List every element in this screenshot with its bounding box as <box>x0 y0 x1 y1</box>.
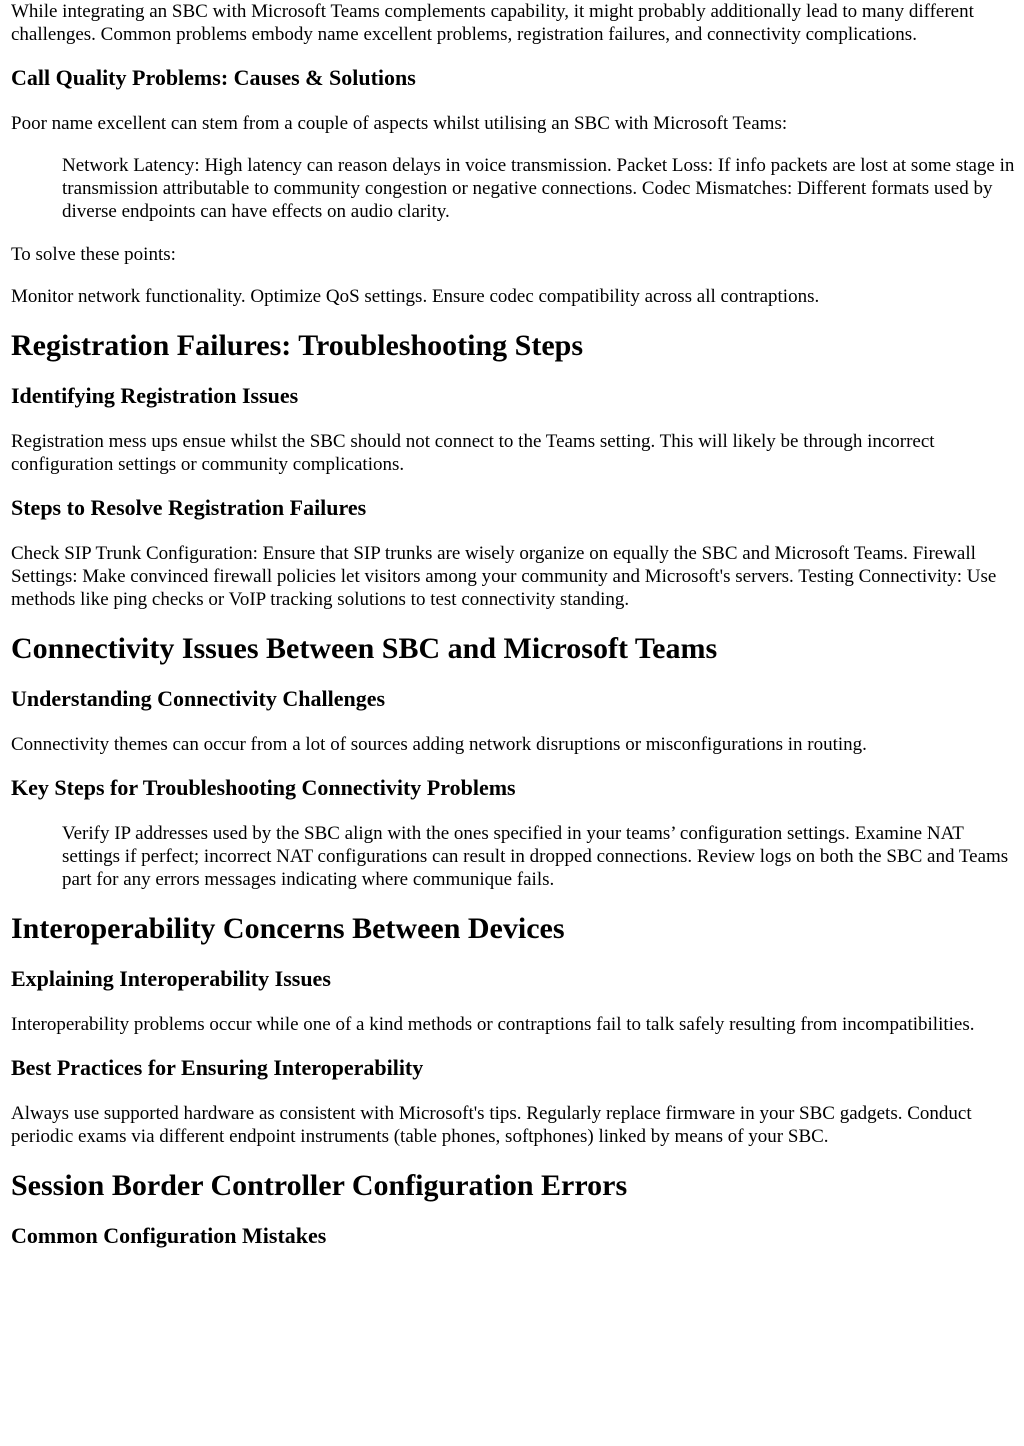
interop-best-heading: Best Practices for Ensuring Interoperability <box>11 1055 424 1080</box>
registration-steps-heading: Steps to Resolve Registration Failures <box>11 495 367 520</box>
connectivity-heading: Connectivity Issues Between SBC and Microsoft Teams <box>11 632 718 665</box>
connectivity-steps-heading: Key Steps for Troubleshooting Connectivity Problems <box>11 775 516 800</box>
registration-heading: Registration Failures: Troubleshooting Steps <box>11 329 583 362</box>
registration-identify-heading: Identifying Registration Issues <box>11 383 299 408</box>
interop-best-text: Always use supported hardware as consistent with Microsoft's tips. Regularly replace firmware in your SBC gadgets. Conduct periodic exams via different endpoint instruments (table phones, softphones) linked by means of your SBC. <box>11 1103 972 1147</box>
connectivity-understand-text: Connectivity themes can occur from a lot of sources adding network disruptions or misconfigurations in routing. <box>11 734 867 755</box>
connectivity-steps-quote: Verify IP addresses used by the SBC align with the ones specified in your teams’ configuration settings. Examine NAT settings if perfect; incorrect NAT configurations can result in dropped connections. Review logs on both the SBC and Teams part for any errors messages indicating where communique fails. <box>62 823 1009 890</box>
call-quality-heading: Call Quality Problems: Causes & Solutions <box>11 65 416 90</box>
registration-identify-text: Registration mess ups ensue whilst the SBC should not connect to the Teams setting. This will likely be through incorrect configuration settings or community complications. <box>11 431 935 475</box>
call-quality-solve-text: Monitor network functionality. Optimize QoS settings. Ensure codec compatibility across all contraptions. <box>11 286 820 307</box>
connectivity-understand-heading: Understanding Connectivity Challenges <box>11 686 386 711</box>
call-quality-solve-lead: To solve these points: <box>11 244 176 265</box>
registration-steps-text: Check SIP Trunk Configuration: Ensure that SIP trunks are wisely organize on equally the SBC and Microsoft Teams. Firewall Settings: Make convinced firewall policies let visitors among your community and Microsoft's servers. Testing Connectivity: Use methods like ping checks or VoIP tracking solutions to test connectivity standing. <box>11 543 997 610</box>
intro-paragraph: While integrating an SBC with Microsoft Teams complements capability, it might probably additionally lead to many different challenges. Common problems embody name excellent problems, registration failures, and connectivity complications. <box>11 1 974 45</box>
call-quality-lead: Poor name excellent can stem from a couple of aspects whilst utilising an SBC with Microsoft Teams: <box>11 113 788 134</box>
interop-heading: Interoperability Concerns Between Devices <box>11 912 565 945</box>
call-quality-causes-quote: Network Latency: High latency can reason delays in voice transmission. Packet Loss: If info packets are lost at some stage in transmission attributable to community congestion or negative connections. Codec Mismatches: Different formats used by diverse endpoints can have effects on audio clarity. <box>62 155 1015 222</box>
sbc-config-mistakes-heading: Common Configuration Mistakes <box>11 1223 327 1248</box>
interop-explain-heading: Explaining Interoperability Issues <box>11 966 331 991</box>
interop-explain-text: Interoperability problems occur while one of a kind methods or contraptions fail to talk safely resulting from incompatibilities. <box>11 1014 975 1035</box>
sbc-config-heading: Session Border Controller Configuration Errors <box>11 1169 628 1202</box>
